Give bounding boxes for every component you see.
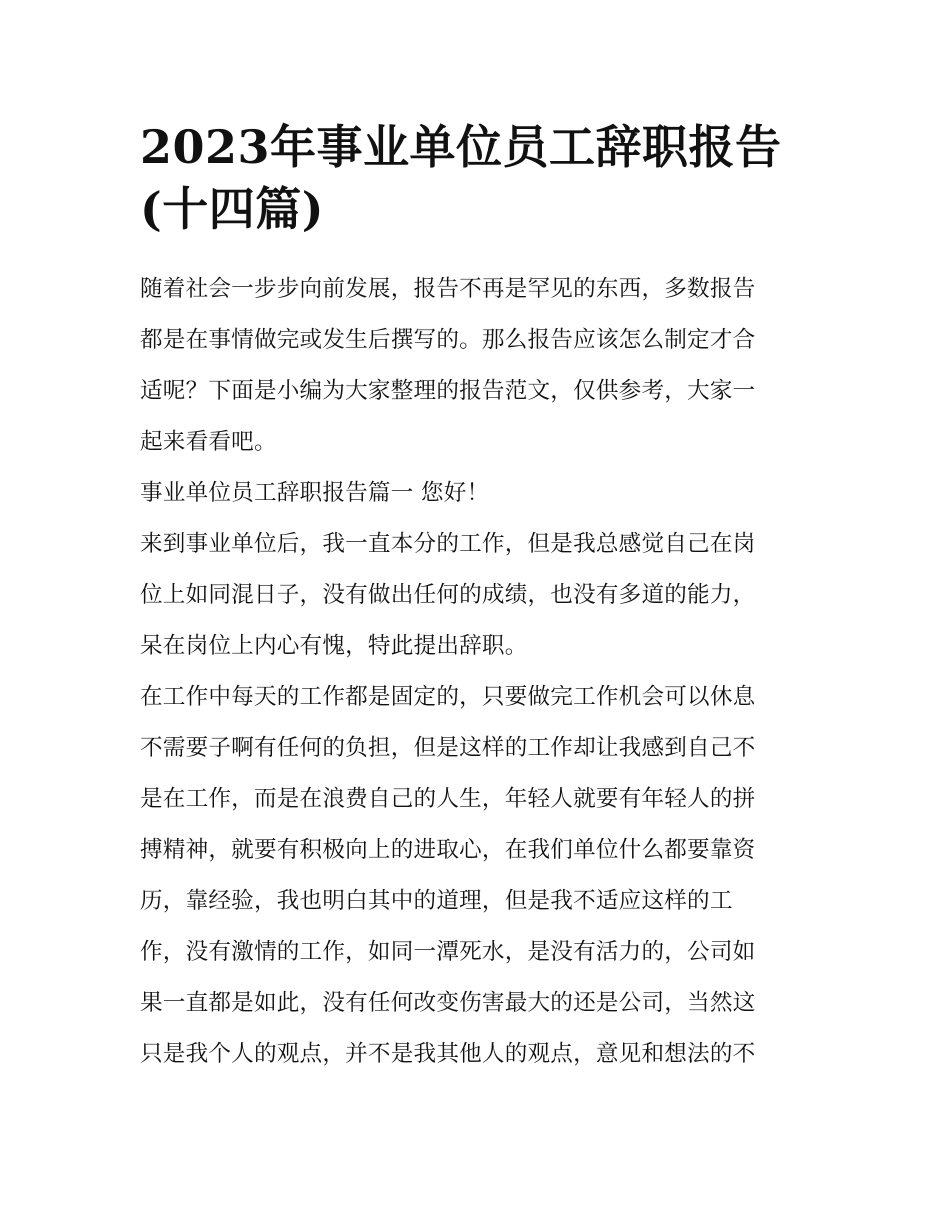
body-line: 随着社会一步步向前发展，报告不再是罕见的东西，多数报告	[140, 276, 756, 302]
body-line: 搏精神，就要有积极向上的进取心，在我们单位什么都要靠资	[140, 837, 756, 863]
section-heading-line: 事业单位员工辞职报告篇一 您好！	[140, 480, 490, 506]
body-line: 作，没有激情的工作，如同一潭死水，是没有活力的，公司如	[140, 939, 756, 965]
body-line: 位上如同混日子，没有做出任何的成绩，也没有多道的能力，	[140, 582, 756, 608]
body-line: 不需要子啊有任何的负担，但是这样的工作却让我感到自己不	[140, 735, 756, 761]
document-body	[140, 264, 812, 1080]
body-line: 果一直都是如此，没有任何改变伤害最大的还是公司，当然这	[140, 990, 756, 1016]
body-line: 呆在岗位上内心有愧，特此提出辞职。	[140, 633, 528, 659]
document-title	[140, 116, 812, 240]
body-line: 来到事业单位后，我一直本分的工作，但是我总感觉自己在岗	[140, 531, 756, 557]
title-line: 2023年事业单位员工辞职报告	[140, 120, 782, 174]
body-line: 都是在事情做完或发生后撰写的。那么报告应该怎么制定才合	[140, 327, 756, 353]
body-line: 只是我个人的观点，并不是我其他人的观点，意见和想法的不	[140, 1041, 756, 1067]
body-line: 历，靠经验，我也明白其中的道理，但是我不适应这样的工	[140, 888, 733, 914]
body-line: 是在工作，而是在浪费自己的人生，年轻人就要有年轻人的拼	[140, 786, 756, 812]
body-line: 起来看看吧。	[140, 429, 277, 455]
body-line: 适呢？下面是小编为大家整理的报告范文，仅供参考，大家一	[140, 378, 756, 404]
body-line: 在工作中每天的工作都是固定的，只要做完工作机会可以休息	[140, 684, 756, 710]
document-page	[140, 116, 812, 1080]
title-line: (十四篇)	[140, 182, 325, 236]
